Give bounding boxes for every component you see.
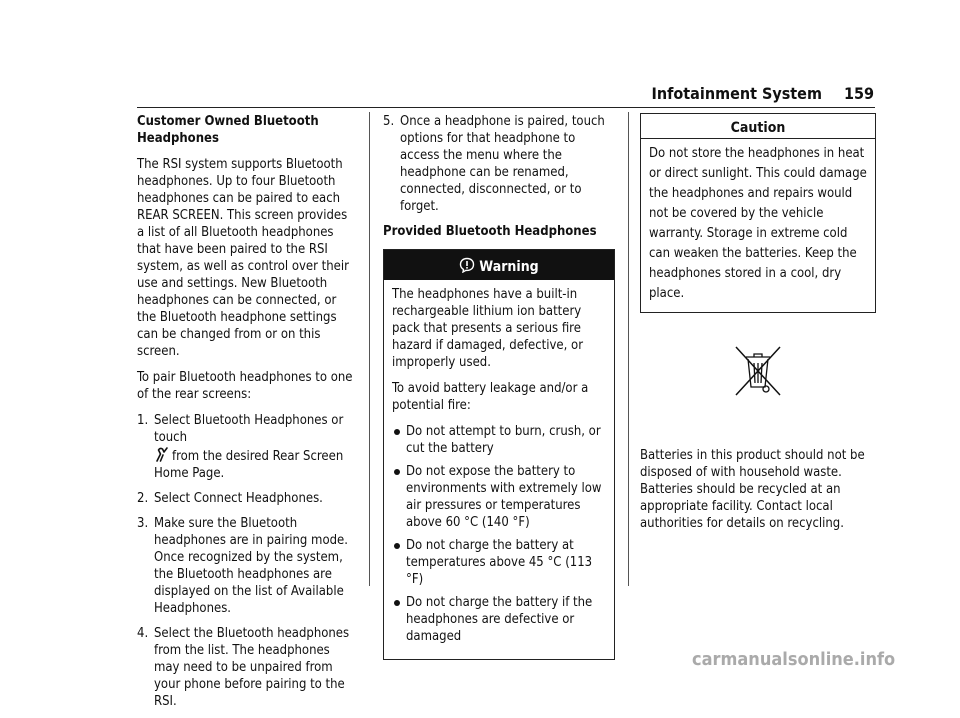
paragraph: The RSI system supports Bluetooth headphones. Up to four Bluetooth headphones can be paired to each REAR SCREEN. This screen provides a list of all Bluetooth headphones that have been paired to the RSI system, as well as control over their use and settings. New Bluetooth headphones can be connected, or the Bluetooth headphone settings can be changed from or on this screen. xyxy=(137,157,349,359)
list-item xyxy=(137,412,355,482)
list-item xyxy=(383,113,615,215)
step-text: Make sure the Bluetooth headphones are in pairing mode. Once recognized by the system, the Bluetooth headphones are displayed on the list of Available Headphones. xyxy=(154,516,348,616)
section-heading: Provided Bluetooth Headphones xyxy=(383,224,597,239)
column-right xyxy=(640,113,876,541)
warning-title-bar xyxy=(384,250,614,280)
column-middle xyxy=(383,113,615,660)
list-item: Do not attempt to burn, crush, or cut the battery xyxy=(392,423,606,457)
options-icon xyxy=(154,446,170,463)
column-left xyxy=(137,113,355,718)
step-text: Select Connect Headphones. xyxy=(154,491,323,506)
column-divider xyxy=(628,112,629,586)
page-number: 159 xyxy=(843,83,874,103)
list-item xyxy=(137,515,355,617)
list-item: Do not charge the battery if the headphones are defective or damaged xyxy=(392,594,606,645)
step-number: 1. xyxy=(137,413,149,428)
crossed-bin-icon xyxy=(732,343,784,399)
step-text: from the desired Rear Screen Home Page. xyxy=(154,449,344,481)
steps-list xyxy=(383,113,615,215)
list-item: Do not charge the battery at temperatures above 45 °C (113 °F) xyxy=(392,537,606,588)
step-number: 3. xyxy=(137,516,149,531)
steps-list xyxy=(137,412,355,710)
paragraph: To avoid battery leakage and/or a potential fire: xyxy=(392,381,589,413)
caution-title: Caution xyxy=(641,114,875,139)
paragraph: To pair Bluetooth headphones to one of the rear screens: xyxy=(137,370,353,402)
step-text: Select the Bluetooth headphones from the list. The headphones may need to be unpaired from your phone before pairing to the RSI. xyxy=(154,626,350,709)
watermark: carmanualsonline.info xyxy=(692,649,896,670)
warning-bullets xyxy=(392,423,606,645)
warning-box xyxy=(383,249,615,660)
header-rule xyxy=(137,107,875,108)
step-number: 5. xyxy=(383,114,395,129)
warning-title: Warning xyxy=(479,259,539,275)
list-item: Do not expose the battery to environments with extremely low air pressures or temperatures above 60 °C (140 °F) xyxy=(392,463,606,531)
list-item xyxy=(137,490,355,507)
section-heading: Customer Owned Bluetooth Headphones xyxy=(137,114,319,146)
warning-body xyxy=(384,280,614,659)
step-number: 2. xyxy=(137,491,149,506)
page-header xyxy=(640,83,874,103)
list-item xyxy=(137,625,355,710)
step-text: Once a headphone is paired, touch options for that headphone to access the menu where the headphone can be renamed, connected, disconnected, or to forget. xyxy=(400,114,605,214)
paragraph: Batteries in this product should not be disposed of with household waste. Batteries should be recycled at an appropriate facility. Contact local authorities for details on recycling. xyxy=(640,448,865,531)
step-text: Select Bluetooth Headphones or touch xyxy=(154,413,344,445)
section-title: Infotainment System xyxy=(651,83,822,103)
paragraph: The headphones have a built-in rechargeable lithium ion battery pack that presents a serious fire hazard if damaged, defective, or improperly used. xyxy=(392,287,584,370)
caution-box xyxy=(640,113,876,313)
step-number: 4. xyxy=(137,626,149,641)
caution-text: Do not store the headphones in heat or direct sunlight. This could damage the headphones and repairs would not be covered by the vehicle warranty. Storage in extreme cold can weaken the batteries. Keep the headphones stored in a cool, dry place. xyxy=(649,146,867,301)
recycle-symbol-area xyxy=(640,313,876,433)
warning-icon xyxy=(459,252,475,268)
column-divider xyxy=(369,112,370,586)
